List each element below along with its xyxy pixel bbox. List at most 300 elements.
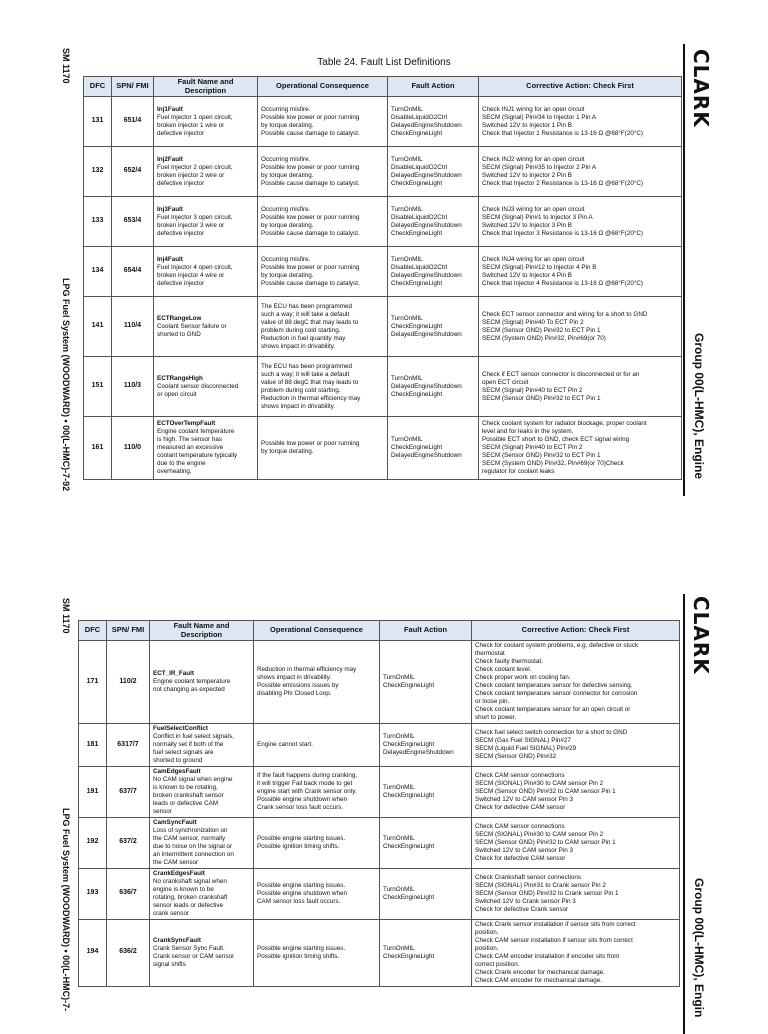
fault-table <box>78 620 680 987</box>
fault-name-cell <box>154 147 258 197</box>
corrective-line: Check coolant temperature sensor connector for corrosion <box>475 690 638 698</box>
operational-consequence <box>254 767 380 818</box>
fault-action-item: CheckEngineLight <box>391 390 443 398</box>
corrective-action <box>472 919 680 986</box>
spn-fmi: 6317/7 <box>107 724 150 767</box>
fault-description-line: an intermittent connection on <box>153 850 234 858</box>
operational-consequence <box>254 817 380 868</box>
corrective-line: SECM (Signal) Pin#12 to Injector 4 Pin B <box>482 263 597 271</box>
fault-description-line: broken injector 1 wire or <box>157 121 225 129</box>
corrective-action <box>479 357 682 417</box>
corrective-line: Check that Injector 4 Resistance is 13-16 Ω @68°F(20°C) <box>482 279 644 287</box>
corrective-line: short to power. <box>475 714 517 722</box>
operational-consequence <box>258 147 388 197</box>
fault-description-line: not changing as expected <box>153 686 225 694</box>
table-row <box>79 724 680 767</box>
corrective-line: Check faulty thermostat. <box>475 658 543 666</box>
fault-action <box>388 417 479 480</box>
col-header-fault-name: Fault Name and Description <box>154 77 258 97</box>
fault-description-line: Engine coolant temperature <box>153 678 231 686</box>
fault-action-item: CheckEngineLight <box>391 322 443 330</box>
operational-consequence <box>254 641 380 724</box>
consequence-line: problem during cold starting. <box>261 326 341 334</box>
corrective-line: or loose pin. <box>475 698 510 706</box>
fault-description-line: Fuel Injector 2 open circuit, <box>157 163 233 171</box>
fault-action-item: TurnOnMIL <box>383 783 415 791</box>
corrective-line: SECM (Signal) Pin#40 to ECT Pin 2 <box>482 386 583 394</box>
brand-logo: CLARK <box>689 596 713 675</box>
fault-description-line: defective injector <box>157 129 205 137</box>
operational-consequence <box>258 247 388 297</box>
fault-action <box>388 147 479 197</box>
fault-description-line: Conflict in fuel select signals, <box>153 733 234 741</box>
corrective-line: Switched 12V to Injector 2 Pin B <box>482 171 572 179</box>
corrective-line: Check for defective Crank sensor <box>475 905 569 913</box>
corrective-line: Check that Injector 1 Resistance is 13-16 Ω @68°F(20°C) <box>482 129 644 137</box>
corrective-action <box>472 641 680 724</box>
corrective-line: Check for coolant system problems, e.g. defective or stuck <box>475 642 639 650</box>
manual-page-1 <box>0 0 768 512</box>
corrective-line: Switched 12V to CAM sensor Pin 3 <box>475 795 573 803</box>
corrective-line: SECM (SIGNAL) Pin#30 to CAM sensor Pin 2 <box>475 830 604 838</box>
consequence-line: shows impact in drivability. <box>257 674 332 682</box>
table-row <box>84 297 682 357</box>
col-header-corrective: Corrective Action: Check First <box>472 621 680 641</box>
fault-description-line: is known to be rotating, <box>153 783 218 791</box>
fault-action-item: CheckEngineLight <box>383 952 435 960</box>
spn-fmi: 110/3 <box>112 357 154 417</box>
fault-action-item: DisableLiquidO2Ctrl <box>391 113 447 121</box>
consequence-line: such a way; it will take a default <box>261 310 350 318</box>
fault-action-item: CheckEngineLight <box>383 741 435 749</box>
fault-name-cell <box>154 247 258 297</box>
consequence-line: problem during cold starting. <box>261 386 341 394</box>
fault-description-line: No CAM signal when engine <box>153 776 233 783</box>
consequence-line: shows impact in drivability. <box>261 402 336 410</box>
fault-action-item: TurnOnMIL <box>391 255 423 263</box>
table-row <box>79 641 680 724</box>
consequence-line: Possible engine starting issues. <box>257 881 346 889</box>
col-header-spn: SPN/ FMI <box>107 621 150 641</box>
corrective-line: Check CAM sensor connections <box>475 772 565 779</box>
corrective-line: SECM (Liquid Fuel SIGNAL) Pin#29 <box>475 745 577 753</box>
corrective-line: Check coolant level. <box>475 666 532 674</box>
consequence-line: Occurring misfire. <box>261 155 311 163</box>
corrective-line: level and for leaks in the system. <box>482 428 574 436</box>
corrective-action <box>472 868 680 919</box>
consequence-line: Possible ignition timing shifts. <box>257 952 340 960</box>
fault-name: Inj1Fault <box>157 105 183 113</box>
fault-description-line: signal shifts <box>153 960 186 968</box>
fault-action-item: CheckEngineLight <box>383 682 435 690</box>
section-footer: LPG Fuel System (WOODWARD) • 00(L-HMC)-7-92 <box>61 278 71 492</box>
fault-action-item: CheckEngineLight <box>391 179 443 187</box>
fault-name-cell <box>150 641 254 724</box>
fault-action <box>388 197 479 247</box>
consequence-line: Possible engine starting issues. <box>257 944 346 952</box>
consequence-line: value of 88 degC that may leads to <box>261 318 359 326</box>
corrective-line: Check for defective CAM sensor <box>475 803 566 811</box>
fault-description-line: defective injector <box>157 229 205 237</box>
fault-description-line: overheating. <box>157 468 192 476</box>
section-footer: LPG Fuel System (WOODWARD) • 00(L-HMC)-7- <box>61 808 71 1012</box>
fault-description-line: engine is known to be <box>153 885 214 893</box>
fault-name: ECTRangeLow <box>157 314 202 322</box>
corrective-line: Check INJ2 wiring for an open circuit <box>482 155 585 163</box>
fault-description-line: sensor leads or defective <box>153 901 224 909</box>
consequence-line: The ECU has been programmed <box>261 362 353 370</box>
table-row <box>79 919 680 986</box>
consequence-line: Possible emissions issues by <box>257 682 339 690</box>
corrective-line: SECM (SIGNAL) Pin#31 to Crank sensor Pin 2 <box>475 881 606 889</box>
fault-description-line: normally set if both of the <box>153 741 224 749</box>
fault-name-cell <box>154 97 258 147</box>
corrective-line: Check fuel select switch connection for a short to GND <box>475 729 628 737</box>
corrective-line: SECM (System GND) Pin#32, Pin#69(or 70) <box>482 334 606 342</box>
consequence-line: Crank sensor loss fault occurs. <box>257 803 344 811</box>
corrective-line: Check Crank sensor installation if sensor sits from correct <box>475 920 636 928</box>
fault-action-item: DelayedEngineShutdown <box>383 749 454 757</box>
corrective-line: SECM (SIGNAL) Pin#30 to CAM sensor Pin 2 <box>475 779 604 787</box>
col-header-consequence: Operational Consequence <box>254 621 380 641</box>
consequence-line: Possible cause damage to catalyst. <box>261 179 360 187</box>
consequence-line: Possible low power or poor running <box>261 163 360 171</box>
fault-description-line: fuel select signals are <box>153 749 214 757</box>
operational-consequence <box>258 97 388 147</box>
fault-action-item: TurnOnMIL <box>383 885 415 893</box>
table-row <box>84 357 682 417</box>
fault-description-line: broken injector 3 wire or <box>157 221 225 229</box>
fault-name-cell <box>150 817 254 868</box>
fault-description-line: sensor <box>153 807 172 815</box>
fault-action-item: DisableLiquidO2Ctrl <box>391 163 447 171</box>
spn-fmi: 110/4 <box>112 297 154 357</box>
dfc-code: 193 <box>79 868 107 919</box>
table-row <box>79 767 680 818</box>
dfc-code: 192 <box>79 817 107 868</box>
table-row <box>84 417 682 480</box>
consequence-line: Possible low power or poor running <box>261 113 360 121</box>
fault-description-line: Engine coolant temperature <box>157 428 235 436</box>
corrective-line: SECM (Gas Fuel SIGNAL) Pin#27 <box>475 737 571 745</box>
fault-action <box>380 868 472 919</box>
corrective-action <box>479 97 682 147</box>
corrective-line: Check INJ3 wiring for an open circuit <box>482 205 585 213</box>
manual-code: SM 1170 <box>61 598 71 634</box>
corrective-line: regulator for coolant leaks <box>482 468 555 476</box>
consequence-line: Reduction in fuel quantity may <box>261 334 346 342</box>
consequence-line: it will trigger Fail back mode to get <box>257 779 353 787</box>
dfc-code: 133 <box>84 197 112 247</box>
consequence-line: Possible engine shutdown when <box>257 889 347 897</box>
spn-fmi: 636/2 <box>107 919 150 986</box>
fault-description-line: No crankshaft signal when <box>153 877 227 885</box>
fault-description-line: coolant temperature typically <box>157 452 238 460</box>
corrective-line: SECM (Signal) Pin#35 to Injector 2 Pin A <box>482 163 597 171</box>
fault-action <box>380 724 472 767</box>
fault-action-item: CheckEngineLight <box>391 444 443 452</box>
margin-rule <box>683 44 685 496</box>
dfc-code: 171 <box>79 641 107 724</box>
fault-name-cell <box>154 197 258 247</box>
manual-code: SM 1170 <box>61 48 71 84</box>
fault-action-item: DelayedEngineShutdown <box>391 171 462 179</box>
consequence-line: Possible low power or poor running <box>261 440 360 448</box>
dfc-code: 141 <box>84 297 112 357</box>
corrective-line: SECM (Signal) Pin#1 to Injector 3 Pin A <box>482 213 593 221</box>
corrective-line: Check coolant temperature sensor for an open circuit or <box>475 706 631 714</box>
corrective-action <box>479 147 682 197</box>
operational-consequence <box>254 919 380 986</box>
operational-consequence <box>258 417 388 480</box>
consequence-line: Possible engine shutdown when <box>257 795 347 803</box>
consequence-line: engine start with Crank sensor only. <box>257 787 357 795</box>
fault-name-cell <box>150 767 254 818</box>
corrective-action <box>472 817 680 868</box>
col-header-dfc: DFC <box>79 621 107 641</box>
corrective-action <box>479 247 682 297</box>
table-row <box>79 817 680 868</box>
consequence-line: shows impact in drivability. <box>261 342 336 350</box>
fault-action-item: TurnOnMIL <box>391 205 423 213</box>
corrective-action <box>472 724 680 767</box>
corrective-line: SECM (Sensor GND) Pin#32 to CAM sensor Pin 1 <box>475 838 616 846</box>
corrective-line: Switched 12V to Injector 3 Pin B <box>482 221 572 229</box>
fault-description-line: defective injector <box>157 279 205 287</box>
col-header-consequence: Operational Consequence <box>258 77 388 97</box>
fault-action-item: DelayedEngineShutdown <box>391 330 462 338</box>
corrective-line: Switched 12V to Injector 1 Pin B <box>482 121 572 129</box>
fault-action-item: DelayedEngineShutdown <box>391 221 462 229</box>
dfc-code: 191 <box>79 767 107 818</box>
corrective-line: position. <box>475 944 499 952</box>
operational-consequence <box>258 197 388 247</box>
corrective-line: Check for defective CAM sensor <box>475 854 566 862</box>
consequence-line: by torque derating. <box>261 171 314 179</box>
fault-action <box>388 297 479 357</box>
consequence-line: by torque derating. <box>261 221 314 229</box>
fault-action-item: DelayedEngineShutdown <box>391 271 462 279</box>
corrective-line: Check proper work on cooling fan. <box>475 674 571 682</box>
dfc-code: 161 <box>84 417 112 480</box>
consequence-line: Occurring misfire. <box>261 255 311 263</box>
corrective-line: SECM (Sensor GND) Pin#32 to Crank sensor Pin 1 <box>475 889 619 897</box>
fault-action-item: DelayedEngineShutdown <box>391 452 462 460</box>
fault-action-item: TurnOnMIL <box>391 374 423 382</box>
corrective-line: Check INJ1 wiring for an open circuit <box>482 105 585 113</box>
corrective-line: SECM (Sensor GND) Pin#32 to ECT Pin 1 <box>482 326 601 334</box>
group-heading: Group 00(L-HMC), Engine <box>692 333 706 479</box>
fault-action <box>380 919 472 986</box>
manual-page-2 <box>0 560 768 1024</box>
consequence-line: Possible cause damage to catalyst. <box>261 129 360 137</box>
col-header-spn: SPN/ FMI <box>112 77 154 97</box>
dfc-code: 181 <box>79 724 107 767</box>
fault-description-line: rotating, broken crankshaft <box>153 893 228 901</box>
spn-fmi: 654/4 <box>112 247 154 297</box>
corrective-line: correct position. <box>475 960 520 968</box>
brand-logo: CLARK <box>689 49 713 128</box>
operational-consequence <box>258 357 388 417</box>
corrective-line: Check CAM sensor installation if sensor sits from correct <box>475 936 633 944</box>
corrective-line: Check INJ4 wiring for an open circuit <box>482 255 585 263</box>
fault-description-line: shorted to GND <box>157 330 201 338</box>
spn-fmi: 651/4 <box>112 97 154 147</box>
fault-action-item: CheckEngineLight <box>383 893 435 901</box>
fault-action <box>380 641 472 724</box>
fault-action-item: CheckEngineLight <box>391 229 443 237</box>
consequence-line: Possible cause damage to catalyst. <box>261 279 360 287</box>
fault-name-cell <box>154 297 258 357</box>
fault-description-line: Crank sensor or CAM sensor <box>153 952 235 960</box>
corrective-line: Check CAM encoder installation if encoder sits from <box>475 952 620 960</box>
operational-consequence <box>254 724 380 767</box>
corrective-line: Check if ECT sensor connector is disconnected or for an <box>482 370 640 378</box>
corrective-line: Check CAM encoder for mechanical damage. <box>475 976 603 984</box>
consequence-line: Possible cause damage to catalyst. <box>261 229 360 237</box>
corrective-action <box>479 417 682 480</box>
corrective-line: Check coolant temperature sensor for defective sensing. <box>475 682 633 690</box>
fault-action-item: TurnOnMIL <box>391 155 423 163</box>
corrective-line: SECM (Sensor GND) Pin#32 to ECT Pin 1 <box>482 394 601 402</box>
fault-action-item: TurnOnMIL <box>383 733 415 741</box>
fault-name: CamEdgesFault <box>153 768 201 776</box>
corrective-line: Switched 12V to Injector 4 Pin B <box>482 271 572 279</box>
corrective-line: SECM (System GND) Pin#32, Pin#69(or 70)Check <box>482 460 624 468</box>
col-header-fault-action: Fault Action <box>380 621 472 641</box>
col-header-corrective: Corrective Action: Check First <box>479 77 682 97</box>
fault-action <box>388 247 479 297</box>
fault-action-item: DisableLiquidO2Ctrl <box>391 263 447 271</box>
fault-name-cell <box>154 357 258 417</box>
corrective-line: SECM (Signal) Pin#40 to ECT Pin 2 <box>482 444 583 452</box>
fault-name: CamSyncFault <box>153 818 197 826</box>
dfc-code: 132 <box>84 147 112 197</box>
fault-description-line: Coolant Sensor failure or <box>157 322 227 330</box>
fault-action-item: TurnOnMIL <box>391 314 423 322</box>
corrective-line: SECM (Sensor GND) Pin#32 to CAM sensor Pin 1 <box>475 787 616 795</box>
corrective-line: Check that Injector 3 Resistance is 13-16 Ω @68°F(20°C) <box>482 229 644 237</box>
consequence-line: Possible low power or poor running <box>261 263 360 271</box>
fault-description-line: crank sensor <box>153 909 190 917</box>
corrective-action <box>479 197 682 247</box>
fault-name: ECTRangeHigh <box>157 374 203 382</box>
fault-name: ECTOverTempFault <box>157 420 216 428</box>
corrective-line: Possible ECT short to GND, check ECT signal wiring <box>482 436 630 444</box>
fault-name: FuelSelectConflict <box>153 725 208 733</box>
table-row <box>79 868 680 919</box>
col-header-dfc: DFC <box>84 77 112 97</box>
table-row <box>84 97 682 147</box>
operational-consequence <box>254 868 380 919</box>
fault-description-line: defective injector <box>157 179 205 187</box>
corrective-line: Switched 12V to CAM sensor Pin 3 <box>475 846 573 854</box>
fault-action <box>380 767 472 818</box>
dfc-code: 134 <box>84 247 112 297</box>
fault-description-line: due to the engine <box>157 460 206 468</box>
fault-action-item: CheckEngineLight <box>383 791 435 799</box>
spn-fmi: 652/4 <box>112 147 154 197</box>
consequence-line: by torque derating. <box>261 448 314 456</box>
consequence-line: by torque derating. <box>261 121 314 129</box>
fault-action-item: TurnOnMIL <box>391 436 423 444</box>
corrective-line: SECM (Sensor GND) Pin#32 <box>475 753 557 761</box>
corrective-line: Check coolant system for radiator blockage, proper coolant <box>482 420 647 428</box>
fault-description-line: shorted to ground <box>153 757 203 765</box>
fault-action-item: CheckEngineLight <box>391 279 443 287</box>
fault-name: ECT_IR_Fault <box>153 670 194 678</box>
dfc-code: 151 <box>84 357 112 417</box>
corrective-line: thermostat <box>475 650 505 658</box>
table-title: Table 24. Fault List Definitions <box>317 57 451 68</box>
consequence-line: If the fault happens during cranking, <box>257 772 358 779</box>
consequence-line: Possible ignition timing shifts. <box>257 842 340 850</box>
table-row <box>84 147 682 197</box>
fault-description-line: Coolant sensor disconnected <box>157 382 239 390</box>
corrective-line: Check ECT sensor connector and wiring for a short to GND <box>482 310 648 318</box>
dfc-code: 194 <box>79 919 107 986</box>
consequence-line: Possible engine starting issues. <box>257 834 346 842</box>
spn-fmi: 637/7 <box>107 767 150 818</box>
consequence-line: Reduction in thermal efficiency may <box>257 666 357 674</box>
group-heading: Group 00(L-HMC), Engin <box>692 878 706 1018</box>
col-header-fault-action: Fault Action <box>388 77 479 97</box>
consequence-line: Possible low power or poor running <box>261 213 360 221</box>
fault-description-line: is high. The sensor has <box>157 436 222 444</box>
fault-description-line: leads or defective CAM <box>153 799 219 807</box>
spn-fmi: 653/4 <box>112 197 154 247</box>
fault-name-cell <box>154 417 258 480</box>
fault-action-item: CheckEngineLight <box>391 129 443 137</box>
fault-description-line: or open circuit <box>157 390 197 398</box>
fault-description-line: Fuel Injector 1 open circuit, <box>157 113 233 121</box>
fault-table <box>83 76 682 480</box>
fault-action-item: TurnOnMIL <box>383 944 415 952</box>
corrective-line: SECM (Signal) Pin#40 To ECT Pin 2 <box>482 318 584 326</box>
fault-action-item: TurnOnMIL <box>383 834 415 842</box>
fault-action-item: DelayedEngineShutdown <box>391 382 462 390</box>
consequence-line: disabling Phi Closed Loop. <box>257 690 332 698</box>
fault-name-cell <box>150 868 254 919</box>
fault-description-line: measured an excessive <box>157 444 224 452</box>
fault-description-line: broken injector 4 wire or <box>157 271 225 279</box>
spn-fmi: 110/2 <box>107 641 150 724</box>
fault-description-line: broken injector 2 wire or <box>157 171 225 179</box>
corrective-action <box>472 767 680 818</box>
corrective-line: Switched 12V to Crank sensor Pin 3 <box>475 897 576 905</box>
corrective-line: SECM (Signal) Pin#34 to Injector 1 Pin A <box>482 113 597 121</box>
spn-fmi: 637/2 <box>107 817 150 868</box>
consequence-line: Occurring misfire. <box>261 205 311 213</box>
operational-consequence <box>258 297 388 357</box>
fault-action-item: CheckEngineLight <box>383 842 435 850</box>
fault-description-line: due to noise on the signal or <box>153 842 233 850</box>
corrective-line: Check that Injector 2 Resistance is 13-16 Ω @68°F(20°C) <box>482 179 644 187</box>
spn-fmi: 636/7 <box>107 868 150 919</box>
fault-name: Inj4Fault <box>157 255 183 263</box>
consequence-line: Engine cannot start. <box>257 741 314 749</box>
spn-fmi: 110/0 <box>112 417 154 480</box>
consequence-line: such a way; it will take a default <box>261 370 350 378</box>
corrective-line: Check Crankshaft sensor connections <box>475 873 582 881</box>
corrective-line: Check CAM sensor connections <box>475 822 565 830</box>
fault-description-line: Crank Sensor Sync Fault. <box>153 944 225 952</box>
corrective-line: Check Crank encoder for mechanical damage. <box>475 968 605 976</box>
consequence-line: Occurring misfire. <box>261 105 311 113</box>
margin-rule <box>683 594 685 1034</box>
col-header-fault-name: Fault Name and Description <box>150 621 254 641</box>
fault-action <box>388 97 479 147</box>
